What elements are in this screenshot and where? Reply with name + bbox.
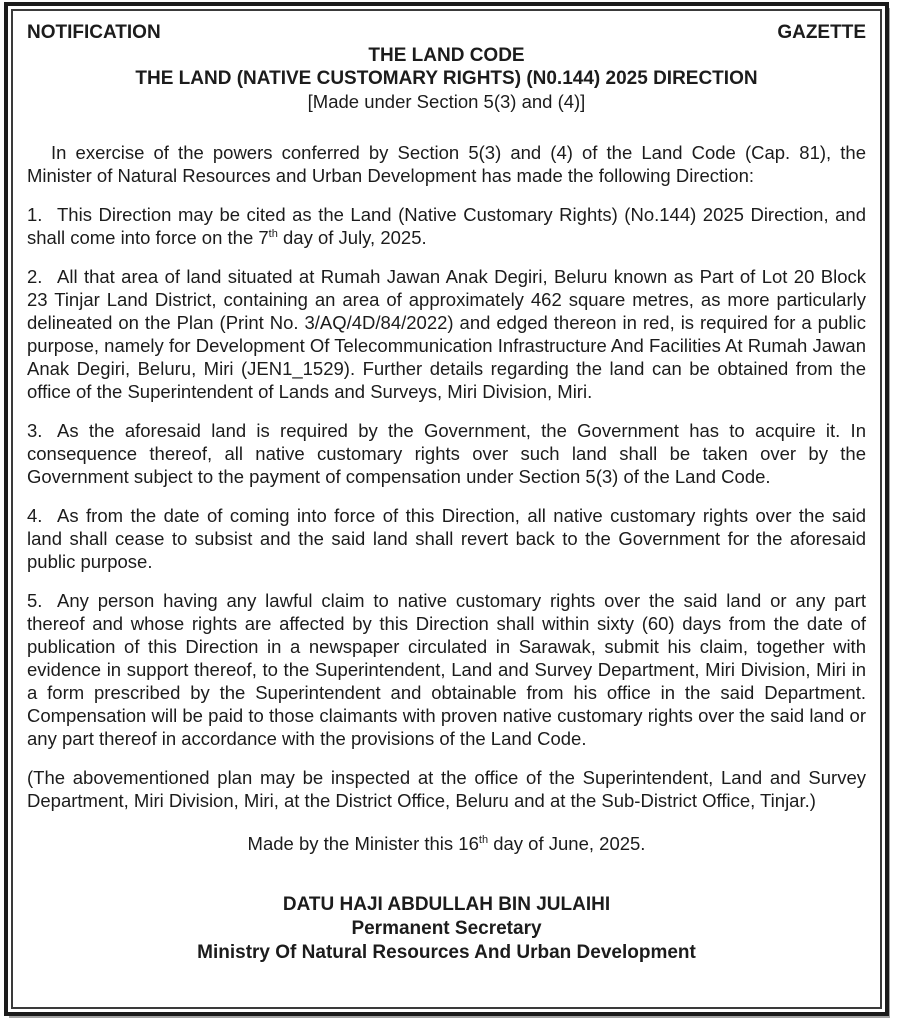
masthead (27, 21, 866, 44)
made-by-minister-line (27, 832, 866, 855)
clause-4 (27, 504, 866, 573)
clause-2-text: All that area of land situated at Rumah Jawan Anak Degiri, Beluru known as Part of Lot 20 Block 23 Tinjar Land District, containing an area of approximately 462 square metres, as more particularly delineated on the Plan (Print No. 3/AQ/4D/84/2022) and edged thereon in red, is required for a public purpose, namely for Development Of Telecommunication Infrastructure And Facilities At Rumah Jawan Anak Degiri, Beluru, Miri (JEN1_1529). Further details regarding the land can be obtained from the office of the Superintendent of Lands and Surveys, Miri Division, Miri. (27, 266, 866, 402)
signatory-name: DATU HAJI ABDULLAH BIN JULAIHI (282, 894, 611, 915)
clause-3-text: As the aforesaid land is required by the Government, the Government has to acquire it. In consequence thereof, all native customary rights over such land shall be taken over by the Government subject to the payment of compensation under Section 5(3) of the Land Code. (27, 420, 866, 487)
clause-2 (27, 265, 866, 403)
signatory-ministry: Ministry Of Natural Resources And Urban Development (197, 942, 696, 963)
clause-5-number: 5. (27, 590, 43, 611)
signature-block (27, 893, 866, 965)
preamble-paragraph: In exercise of the powers conferred by Section 5(3) and (4) of the Land Code (Cap. 81), the Minister of Natural Resources and Urban Development has made the following Direction: (27, 142, 866, 186)
title-block (27, 44, 866, 113)
outer-border-frame (4, 2, 889, 1016)
made-under-section-line: [Made under Section 5(3) and (4)] (307, 91, 586, 112)
clause-1-text-end: day of July, 2025. (277, 227, 427, 248)
clause-1-number: 1. (27, 204, 43, 225)
made-by-text-end: day of June, 2025. (488, 833, 646, 854)
signatory-title: Permanent Secretary (351, 918, 542, 939)
document-subtitle: THE LAND (NATIVE CUSTOMARY RIGHTS) (N0.144) 2025 DIRECTION (135, 68, 758, 89)
masthead-notification-label: NOTIFICATION (27, 22, 161, 43)
inner-border-frame (11, 9, 882, 1009)
clause-5-text: Any person having any lawful claim to native customary rights over the said land or any part thereof and whose rights are affected by this Direction shall within sixty (60) days from the date of publication of this Direction in a newspaper circulated in Sarawak, submit his claim, together with evidence in support thereof, to the Superintendent, Land and Survey Department, Miri Division, Miri in a form prescribed by the Superintendent and obtainable from his office in the said Department. Compensation will be paid to those claimants with proven native customary rights over the said land or any part thereof in accordance with the provisions of the Land Code. (27, 590, 866, 749)
clause-5 (27, 589, 866, 750)
clause-4-text: As from the date of coming into force of this Direction, all native customary rights over the said land shall cease to subsist and the said land shall revert back to the Government for the aforesaid public purpose. (27, 505, 866, 572)
clause-4-number: 4. (27, 505, 43, 526)
clause-1-ordinal-superscript: th (268, 227, 278, 240)
plan-inspection-note: (The abovementioned plan may be inspected at the office of the Superintendent, Land and Survey Department, Miri Division, Miri, at the District Office, Beluru and at the Sub-District Office, Tinjar.) (27, 767, 866, 811)
made-by-ordinal-superscript: th (478, 833, 489, 846)
clause-1 (27, 203, 866, 249)
clause-2-number: 2. (27, 266, 43, 287)
clause-1-text: This Direction may be cited as the Land (Native Customary Rights) (No.144) 2025 Direction, and shall come into force on the 7 (27, 204, 866, 248)
clause-3-number: 3. (27, 420, 43, 441)
masthead-gazette-label: GAZETTE (777, 22, 866, 43)
made-by-text: Made by the Minister this 16 (247, 833, 479, 854)
clause-3 (27, 419, 866, 488)
document-title: THE LAND CODE (368, 45, 525, 66)
